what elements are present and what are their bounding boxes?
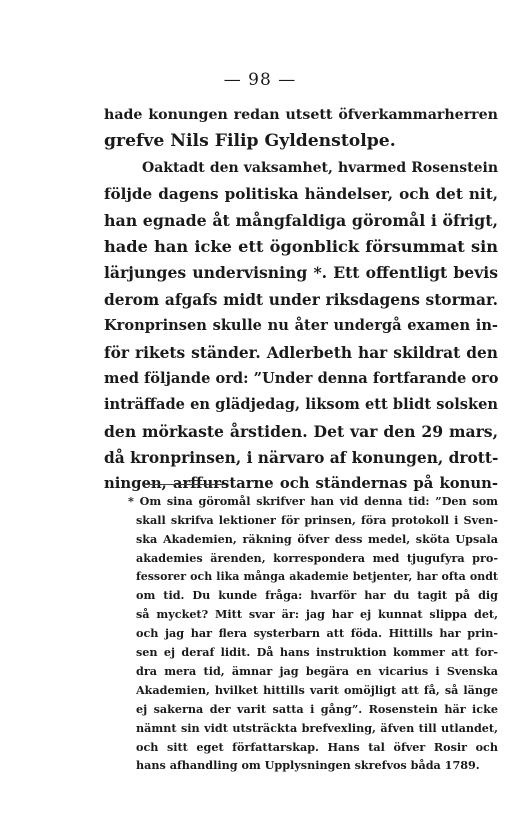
footnote-line: fessorer och lika många akademie betjenter, har ofta ondt — [136, 569, 498, 583]
footnote-line: Akademien, hvilket hittills varit omöjligt att få, så länge — [136, 682, 498, 697]
footnote-line: ska Akademien, räkning öfver dess medel, sköta Upsala — [136, 531, 498, 546]
text-line: grefve Nils Filip Gyldenstolpe. — [104, 131, 396, 152]
footnote-line: akademies ärenden, korrespondera med tjugufyra pro- — [136, 550, 498, 565]
text-line: Kronprinsen skulle nu åter undergå examen in- — [104, 317, 498, 335]
footnote-line: dra mera tid, ämnar jag begära en vicarius i Svenska — [136, 664, 498, 679]
footnote-line: så mycket? Mitt svar är: jag har ej kunnat slippa det, — [136, 607, 498, 622]
text-line: han egnade åt mångfaldiga göromål i öfrigt, — [104, 210, 498, 230]
footnote-line: och jag har flera systerbarn att föda. Hittills har prin- — [136, 626, 498, 641]
footnote — [128, 492, 498, 775]
footnote-line: och sitt eget författarskap. Hans tal öfver Rosir och — [136, 739, 498, 754]
text-line: hade han icke ett ögonblick försummat sin — [104, 236, 498, 256]
footnote-line: sen ej deraf lidit. Då hans instruktion kommer att for- — [136, 645, 498, 660]
footnote-line: nämnt sin vidt utsträckta brefvexling, äfven till utlandet, — [136, 720, 498, 735]
text-line: ningen, arffurstarne och ständernas på konun- — [104, 475, 498, 493]
text-line: hade konungen redan utsett öfverkammarherren — [104, 107, 498, 123]
text-line: då kronprinsen, i närvaro af konungen, drott- — [104, 449, 498, 468]
text-line: lärjunges undervisning *. Ett offentligt bevis — [104, 263, 498, 283]
text-line: derom afgafs midt under riksdagens stormar. — [104, 290, 498, 309]
footnote-line: skall skrifva lektioner för prinsen, föra protokoll i Sven- — [136, 512, 498, 527]
page-number: — 98 — — [223, 70, 297, 90]
text-line: följde dagens politiska händelser, och det nit, — [104, 185, 498, 204]
body-text — [104, 102, 498, 498]
text-line: med följande ord: ”Under denna fortfarande oro — [104, 369, 498, 387]
text-line: inträffade en glädjedag, liksom ett blidt solsken — [104, 396, 498, 414]
footnote-line: * Om sina göromål skrifver han vid denna tid: ”Den som — [128, 494, 498, 508]
footnote-line: om tid. Du kunde fråga: hvarför har du tagit på dig — [136, 588, 498, 603]
footnote-line: ej sakerna der varit satta i gång”. Rosenstein här icke — [136, 701, 498, 716]
footnote-divider — [142, 484, 226, 485]
text-line: Oaktadt den vaksamhet, hvarmed Rosenstein — [142, 159, 498, 176]
text-line: för rikets ständer. Adlerbeth har skildrat den — [104, 343, 498, 362]
text-line: den mörkaste årstiden. Det var den 29 mars, — [104, 421, 498, 441]
footnote-line: hans afhandling om Upplysningen skrefvos båda 1789. — [136, 758, 480, 773]
